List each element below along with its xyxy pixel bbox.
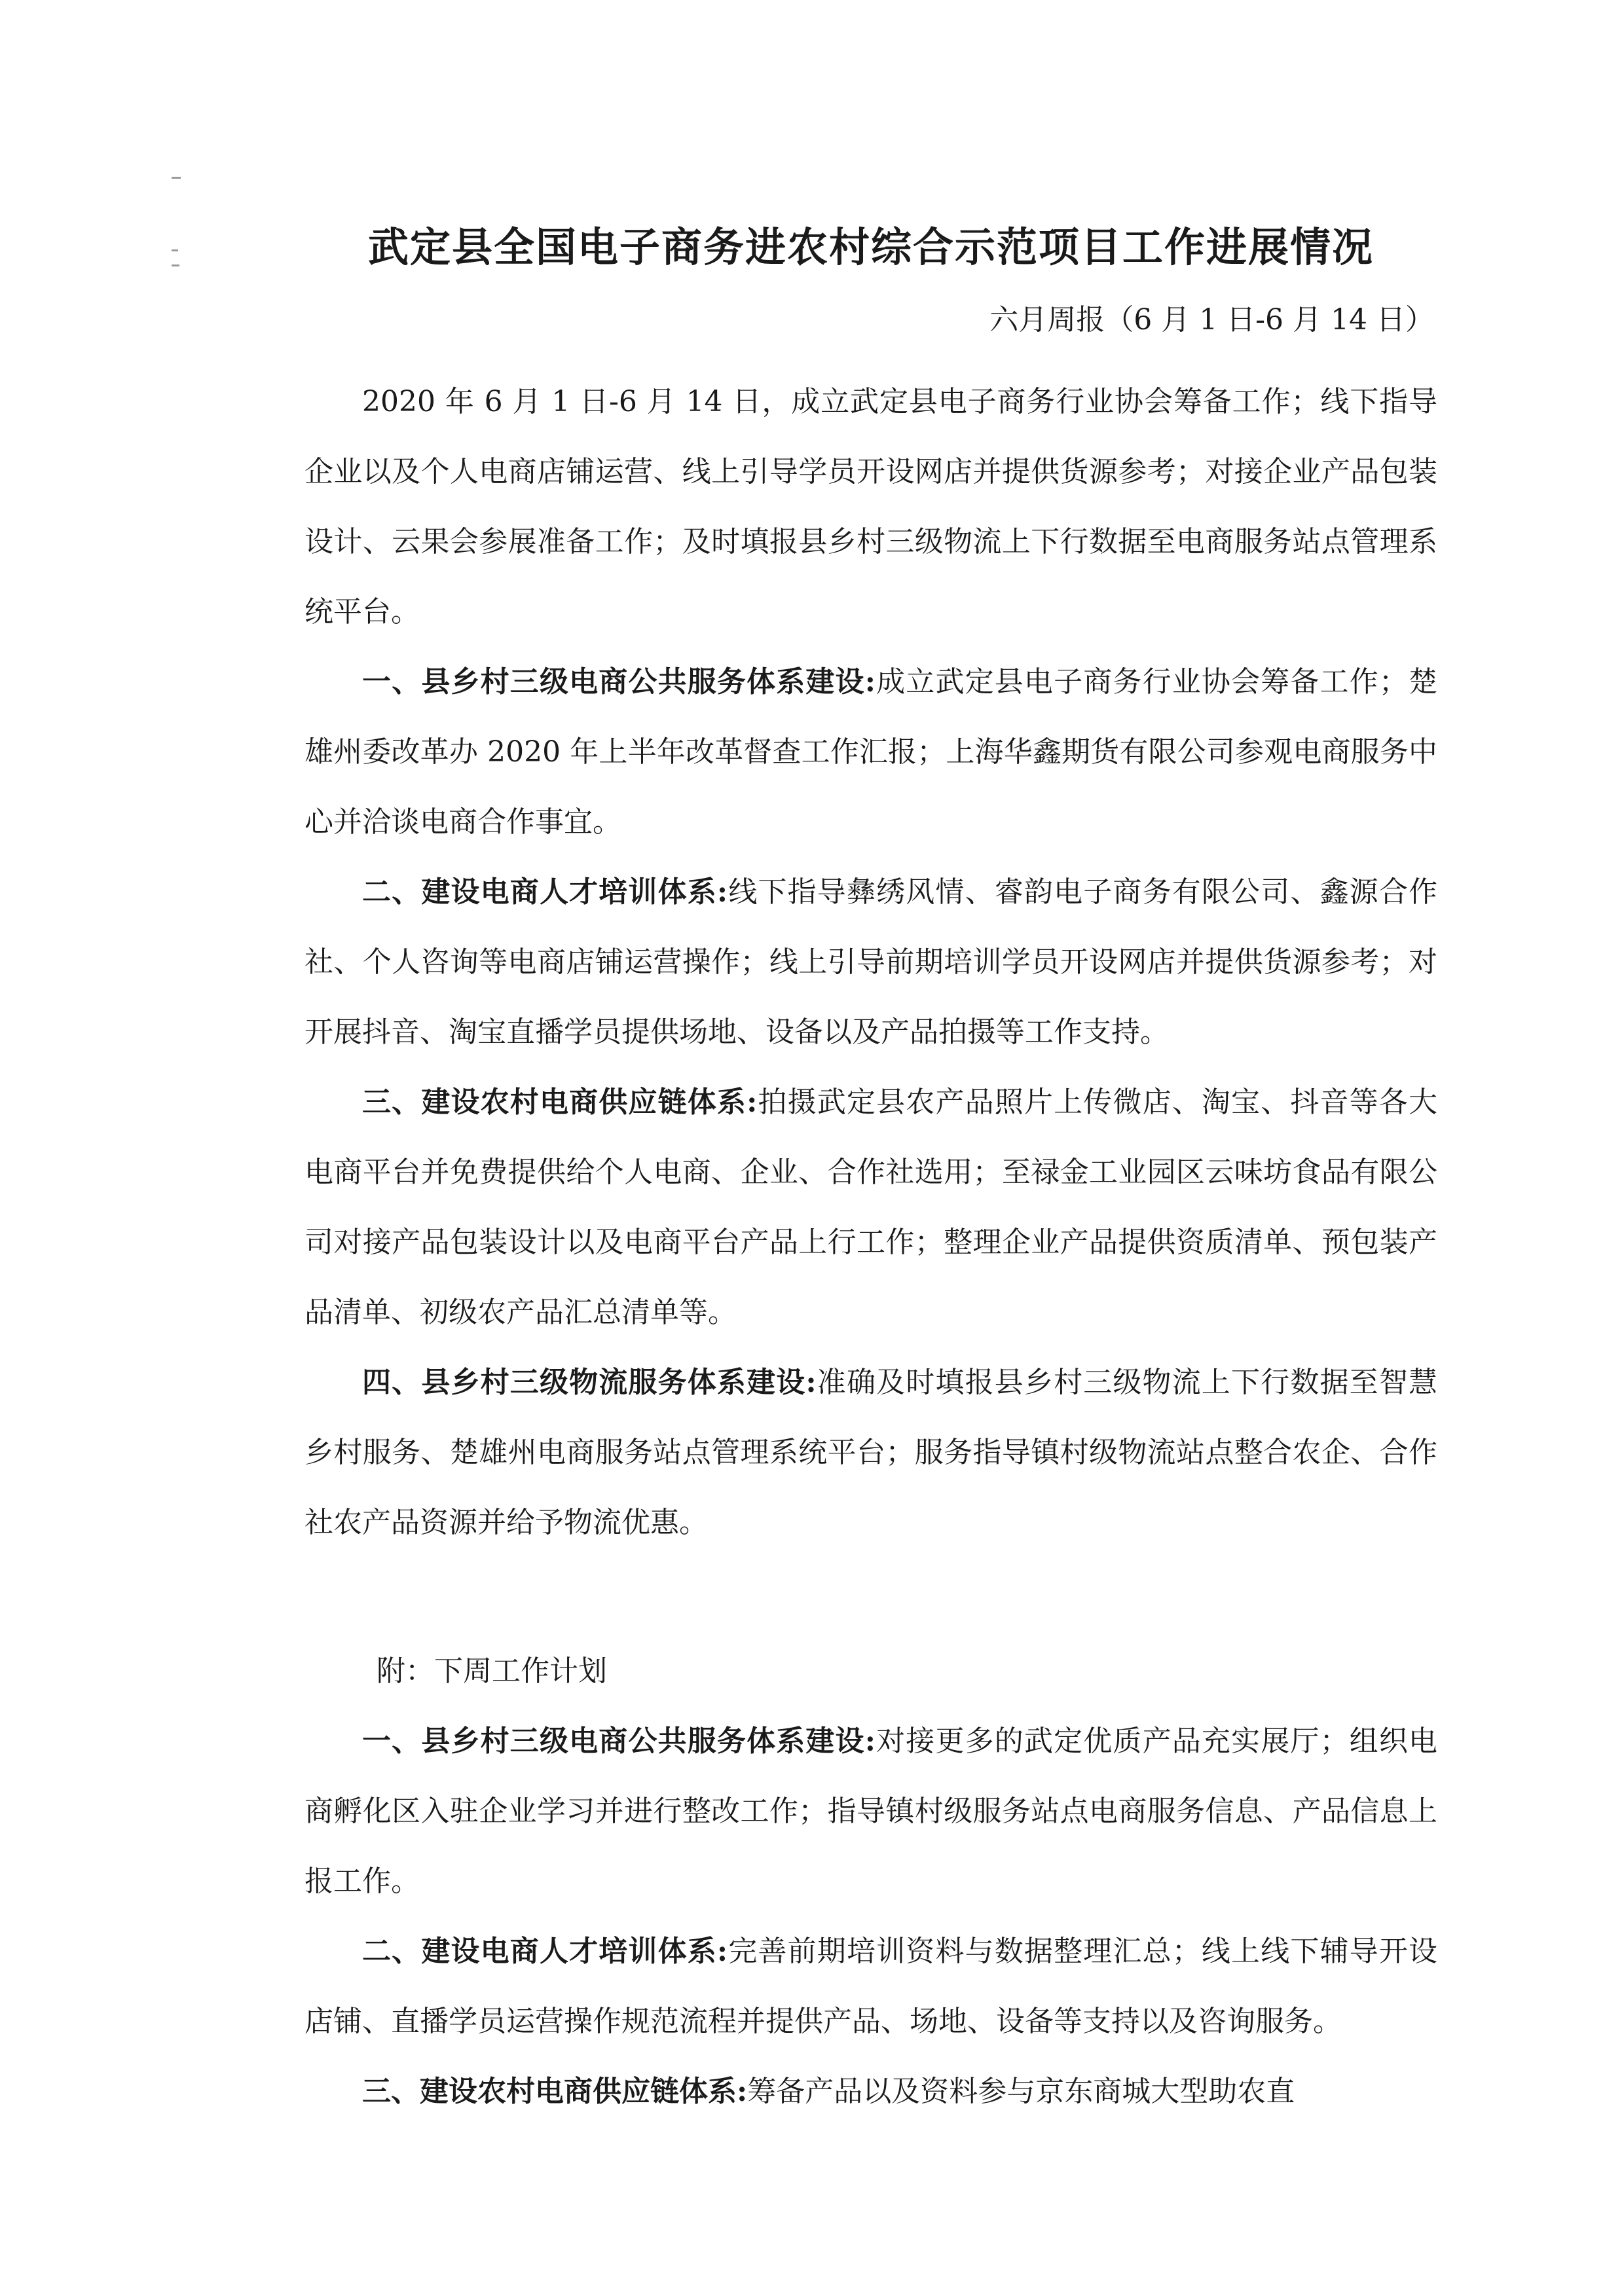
document-title: 武定县全国电子商务进农村综合示范项目工作进展情况 [367, 223, 1374, 271]
section-text: 线下指导彝绣风情、睿韵电子商务有限公司、鑫源合作社、个人咨询等电商店铺运营操作；线上引导前期培训学员开设网店并提供货源参考；对开展抖音、淘宝直播学员提供场地、设备以及产品拍摄等工作支持。 [304, 875, 1438, 1049]
scan-mark [172, 177, 181, 179]
annex-paragraph [304, 2056, 1437, 2126]
annex-paragraph [304, 1706, 1437, 1916]
annex-title: 附：下周工作计划 [377, 1654, 607, 1688]
document-subtitle: 六月周报（6 月 1 日-6 月 14 日） [989, 303, 1434, 337]
section-paragraph [304, 857, 1437, 1067]
section-text: 拍摄武定县农产品照片上传微店、淘宝、抖音等各大电商平台并免费提供给个人电商、企业、合作社选用；至禄金工业园区云味坊食品有限公司对接产品包装设计以及电商平台产品上行工作；整理企业产品提供资质清单、预包装产品清单、初级农产品汇总清单等。 [304, 1085, 1437, 1329]
scan-mark [172, 264, 179, 266]
section-heading: 一、县乡村三级电商公共服务体系建设: [362, 665, 876, 699]
section-paragraph [304, 1067, 1437, 1347]
section-heading: 四、县乡村三级物流服务体系建设: [362, 1366, 817, 1399]
annex-text: 筹备产品以及资料参与京东商城大型助农直 [747, 2075, 1295, 2108]
section-paragraph [304, 1347, 1437, 1558]
section-spacer [304, 1558, 1437, 1636]
annex-paragraph [304, 1916, 1437, 2056]
section-text: 成立武定县电子商务行业协会筹备工作；楚雄州委改革办 2020 年上半年改革督查工作汇报；上海华鑫期货有限公司参观电商服务中心并洽谈电商合作事宜。 [304, 665, 1438, 839]
annex-heading: 二、建设电商人才培训体系: [362, 1935, 728, 1968]
section-heading: 二、建设电商人才培训体系: [362, 875, 728, 909]
document-body [304, 367, 1437, 2126]
annex-text: 对接更多的武定优质产品充实展厅；组织电商孵化区入驻企业学习并进行整改工作；指导镇村级服务站点电商服务信息、产品信息上报工作。 [304, 1724, 1438, 1898]
scan-mark [172, 249, 178, 251]
annex-heading: 三、建设农村电商供应链体系: [362, 2075, 748, 2108]
section-heading: 三、建设农村电商供应链体系: [362, 1085, 758, 1119]
section-text: 准确及时填报县乡村三级物流上下行数据至智慧乡村服务、楚雄州电商服务站点管理系统平台；服务指导镇村级物流站点整合农企、合作社农产品资源并给予物流优惠。 [304, 1366, 1437, 1539]
annex-heading: 一、县乡村三级电商公共服务体系建设: [362, 1724, 876, 1758]
annex-text: 完善前期培训资料与数据整理汇总；线上线下辅导开设店铺、直播学员运营操作规范流程并提供产品、场地、设备等支持以及咨询服务。 [304, 1935, 1438, 2038]
intro-paragraph: 2020 年 6 月 1 日-6 月 14 日，成立武定县电子商务行业协会筹备工作；线下指导企业以及个人电商店铺运营、线上引导学员开设网店并提供货源参考；对接企业产品包装设计、云果会参展准备工作；及时填报县乡村三级物流上下行数据至电商服务站点管理系统平台。 [304, 385, 1437, 629]
section-paragraph [304, 647, 1437, 857]
